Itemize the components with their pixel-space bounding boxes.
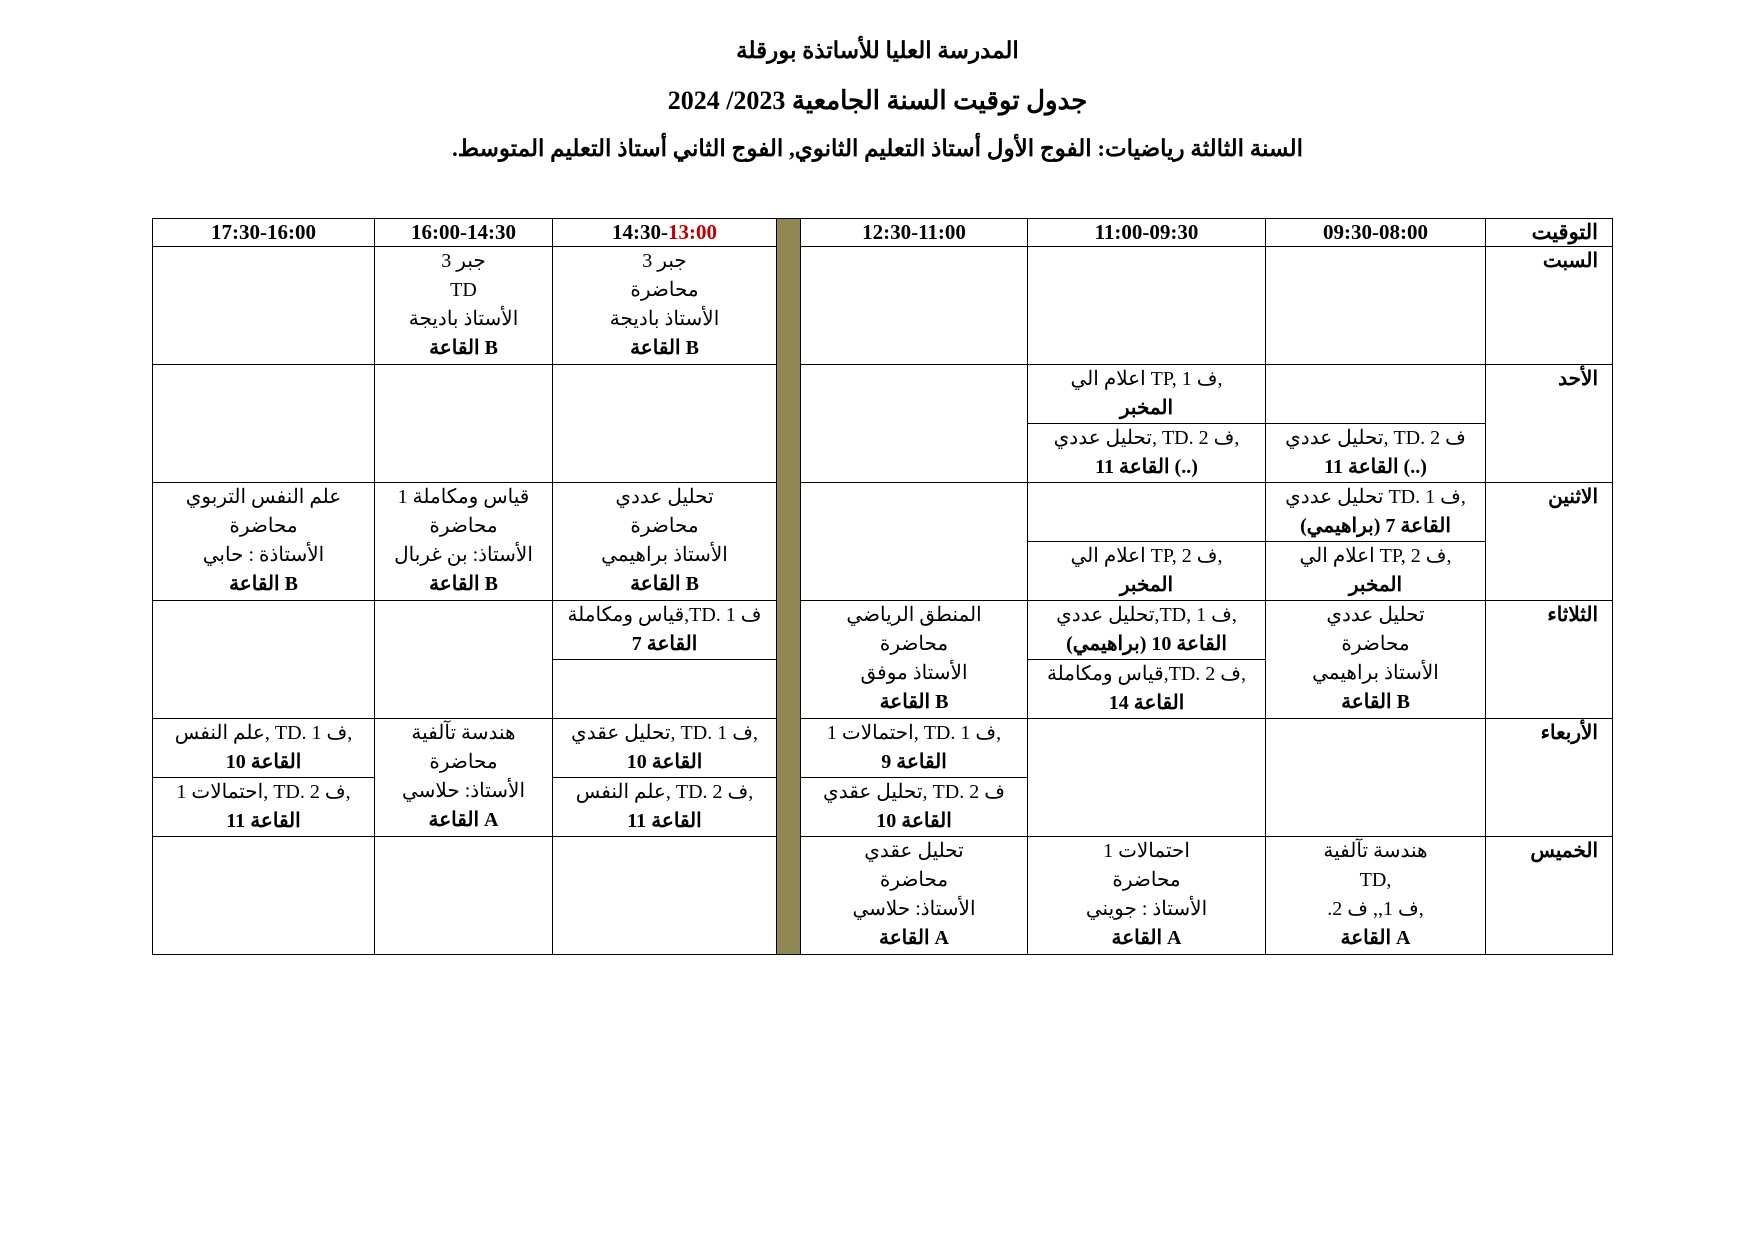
empty-cell	[553, 660, 777, 719]
teacher-name: الأستاذة : حابي	[202, 544, 325, 566]
course-name: تحليل عددي, TD. ف 2,	[1053, 427, 1240, 449]
course-name: تحليل عددي,TD, ف 1,	[1056, 604, 1237, 626]
empty-cell	[1028, 483, 1266, 542]
course-name: تحليل عقدي, TD. ف 2	[823, 781, 1005, 803]
teacher-name: الأستاذ باديجة	[609, 308, 720, 330]
slot-cell	[1266, 483, 1486, 542]
slot-cell	[1028, 601, 1266, 660]
room-label: القاعة B	[630, 337, 699, 359]
teacher-name: الأستاذ: حلاسي	[401, 780, 526, 802]
row-wednesday	[153, 719, 1613, 778]
room-label: القاعة A	[1340, 927, 1411, 949]
col-header-t2: 11:00-09:30	[1028, 219, 1266, 247]
course-name: قياس ومكاملة 1	[397, 486, 530, 508]
course-name: قياس ومكاملة,TD. ف 1	[567, 604, 762, 626]
session-type: TD,	[1359, 869, 1392, 891]
slot-cell	[1028, 424, 1266, 483]
course-name: اعلام الي TP, ف 1,	[1070, 368, 1223, 390]
teacher-name: الأستاذ براهيمي	[601, 544, 728, 566]
slot-cell	[1266, 837, 1486, 955]
course-name: اعلام الي TP, ف 2,	[1299, 545, 1452, 567]
empty-cell	[553, 365, 777, 483]
session-type: TD	[450, 279, 477, 301]
col-header-t4	[553, 219, 777, 247]
empty-cell	[153, 365, 375, 483]
room-label: القاعة B	[429, 337, 498, 359]
course-name: تحليل عددي, TD. ف 2	[1285, 427, 1466, 449]
row-saturday	[153, 247, 1613, 365]
row-sunday	[153, 365, 1613, 424]
course-name: المنطق الرياضي	[846, 604, 982, 626]
break-column	[777, 219, 801, 955]
empty-cell	[553, 837, 777, 955]
room-label: القاعة 11 (..)	[1095, 456, 1198, 478]
day-sunday: الأحد	[1486, 365, 1613, 483]
school-name: المدرسة العليا للأساتذة بورقلة	[736, 38, 1019, 63]
group-list: .ف 1,, ف 2,	[1327, 898, 1424, 920]
room-label: القاعة 11	[226, 810, 301, 832]
slot-cell	[375, 483, 553, 601]
course-name: جبر 3	[441, 250, 486, 272]
timetable	[152, 218, 1613, 955]
course-name: اعلام الي TP, ف 2,	[1070, 545, 1223, 567]
room-label: القاعة 7 (براهيمي)	[1300, 515, 1451, 537]
col-header-t1: 09:30-08:00	[1266, 219, 1486, 247]
day-monday: الاثنين	[1486, 483, 1613, 601]
slot-cell	[553, 247, 777, 365]
course-name: تحليل عددي TD. ف 1,	[1285, 486, 1466, 508]
room-label: القاعة A	[1111, 927, 1182, 949]
slot-cell	[1028, 660, 1266, 719]
slot-cell	[1028, 542, 1266, 601]
teacher-name: الأستاذ براهيمي	[1312, 662, 1439, 684]
room-label: القاعة 10	[225, 751, 302, 773]
empty-cell	[801, 247, 1028, 365]
room-label: القاعة B	[429, 573, 498, 595]
col-header-t3: 12:30-11:00	[801, 219, 1028, 247]
session-type: محاضرة	[1112, 869, 1181, 891]
room-label: القاعة 10 (براهيمي)	[1066, 633, 1227, 655]
course-name: جبر 3	[642, 250, 687, 272]
slot-cell	[1266, 542, 1486, 601]
empty-cell	[1028, 719, 1266, 837]
course-name: تحليل عقدي, TD. ف 1,	[571, 722, 758, 744]
session-type: محاضرة	[879, 633, 949, 655]
room-label: القاعة 7	[631, 633, 698, 655]
teacher-name: الأستاذ موفق	[860, 662, 968, 684]
session-type: محاضرة	[229, 515, 298, 537]
empty-cell	[153, 601, 375, 719]
slot-cell	[553, 601, 777, 660]
slot-cell	[153, 719, 375, 778]
slot-cell	[375, 247, 553, 365]
room-label: القاعة 9	[881, 751, 947, 773]
room-label: المخبر	[1119, 397, 1174, 419]
timetable-subtitle: السنة الثالثة رياضيات: الفوج الأول أستاذ التعليم الثانوي, الفوج الثاني أستاذ التعليم المتوسط.	[452, 136, 1303, 161]
room-label: القاعة A	[428, 809, 499, 831]
empty-cell	[1266, 365, 1486, 424]
empty-cell	[801, 483, 1028, 601]
empty-cell	[153, 247, 375, 365]
slot-cell	[801, 837, 1028, 955]
course-name: احتمالات 1, TD. ف 2,	[176, 781, 351, 803]
empty-cell	[153, 837, 375, 955]
col-header-t6: 17:30-16:00	[153, 219, 375, 247]
empty-cell	[375, 837, 553, 955]
room-label: القاعة 10	[876, 810, 952, 832]
session-type: محاضرة	[1341, 633, 1410, 655]
empty-cell	[1266, 247, 1486, 365]
room-label: القاعة A	[879, 927, 949, 949]
course-name: احتمالات 1, TD. ف 1,	[826, 722, 1002, 744]
session-type: محاضرة	[630, 279, 699, 301]
col-header-t4-end: 14:30-	[612, 220, 668, 244]
col-header-t5: 16:00-14:30	[375, 219, 553, 247]
empty-cell	[375, 365, 553, 483]
day-tuesday: الثلاثاء	[1486, 601, 1613, 719]
room-label: القاعة 10	[626, 751, 703, 773]
row-tuesday	[153, 601, 1613, 660]
slot-cell	[1266, 601, 1486, 719]
room-label: القاعة B	[879, 691, 949, 713]
room-label: المخبر	[1119, 574, 1174, 596]
teacher-name: الأستاذ : جويني	[1085, 898, 1208, 920]
course-name: هندسة تآلفية	[1323, 840, 1428, 862]
session-type: محاضرة	[630, 515, 699, 537]
course-name: تحليل عددي	[615, 486, 714, 508]
course-name: احتمالات 1	[1103, 840, 1190, 862]
room-label: القاعة 11 (..)	[1324, 456, 1427, 478]
empty-cell	[1028, 247, 1266, 365]
slot-cell	[153, 483, 375, 601]
room-label: القاعة B	[229, 573, 298, 595]
slot-cell	[153, 778, 375, 837]
header-row	[153, 219, 1613, 247]
slot-cell	[801, 719, 1028, 778]
room-label: القاعة 11	[627, 810, 702, 832]
slot-cell	[553, 778, 777, 837]
day-saturday: السبت	[1486, 247, 1613, 365]
row-monday	[153, 483, 1613, 542]
row-thursday	[153, 837, 1613, 955]
slot-cell	[1028, 365, 1266, 424]
teacher-name: الأستاذ: بن غربال	[394, 544, 533, 566]
empty-cell	[375, 601, 553, 719]
teacher-name: الأستاذ: حلاسي	[852, 898, 976, 920]
course-name: علم النفس التربوي	[185, 486, 342, 508]
course-name: تحليل عددي	[1326, 604, 1425, 626]
course-name: هندسة تآلفية	[411, 722, 516, 744]
course-name: علم النفس, TD. ف 2,	[575, 781, 754, 803]
teacher-name: الأستاذ باديجة	[408, 308, 519, 330]
room-label: القاعة B	[630, 573, 699, 595]
slot-cell	[1028, 837, 1266, 955]
session-type: محاضرة	[429, 751, 498, 773]
day-wednesday: الأربعاء	[1486, 719, 1613, 837]
room-label: القاعة B	[1341, 691, 1410, 713]
slot-cell	[553, 719, 777, 778]
slot-cell	[801, 778, 1028, 837]
col-header-time: التوقيت	[1486, 219, 1613, 247]
empty-cell	[1266, 719, 1486, 837]
session-type: محاضرة	[879, 869, 949, 891]
slot-cell	[553, 483, 777, 601]
slot-cell	[375, 719, 553, 837]
session-type: محاضرة	[429, 515, 498, 537]
slot-cell	[801, 601, 1028, 719]
empty-cell	[801, 365, 1028, 483]
day-thursday: الخميس	[1486, 837, 1613, 955]
col-header-t4-start: 13:00	[668, 220, 717, 244]
course-name: علم النفس, TD. ف 1,	[174, 722, 353, 744]
course-name: قياس ومكاملة,TD. ف 2,	[1046, 663, 1247, 685]
room-label: القاعة 14	[1108, 692, 1185, 714]
room-label: المخبر	[1348, 574, 1403, 596]
timetable-title: جدول توقيت السنة الجامعية 2023/ 2024	[667, 86, 1088, 115]
course-name: تحليل عقدي	[864, 840, 964, 862]
slot-cell	[1266, 424, 1486, 483]
